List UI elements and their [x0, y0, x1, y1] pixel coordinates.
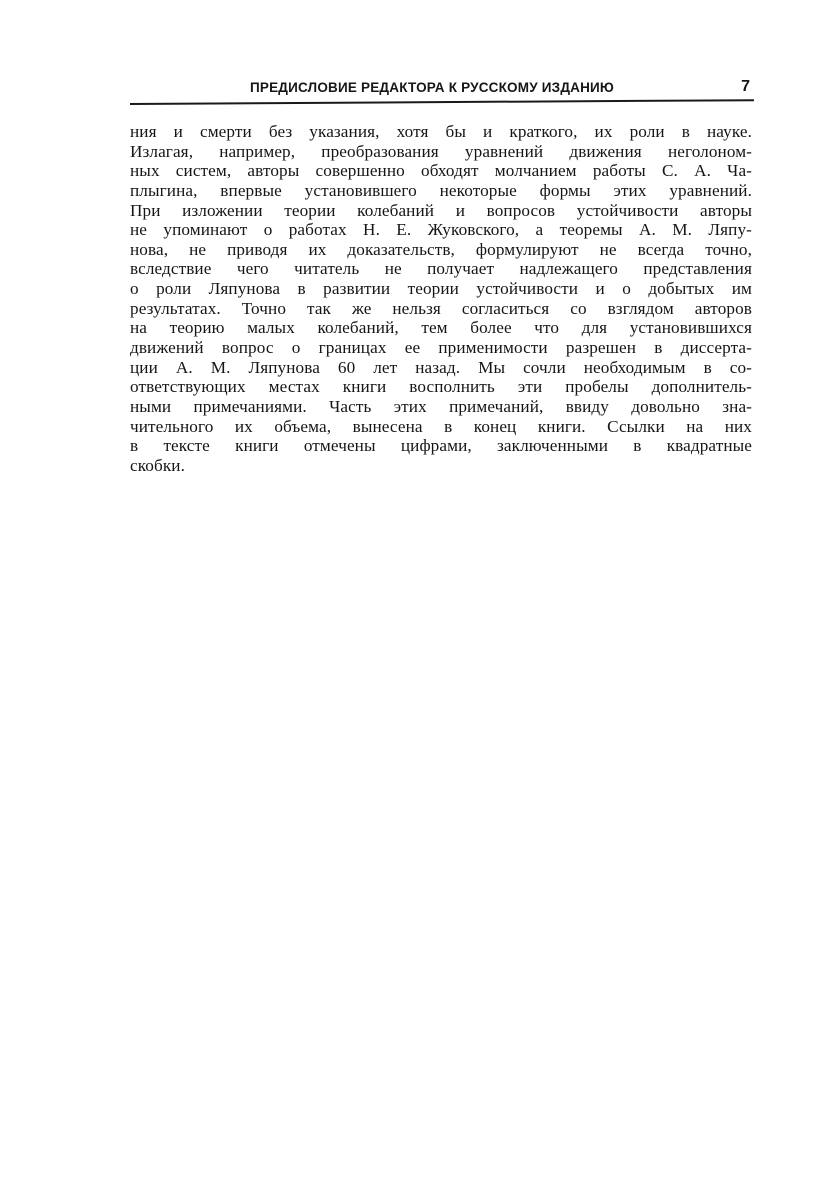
text-line: в тексте книги отмечены цифрами, заключенными в квадратные [130, 436, 752, 456]
text-line: движений вопрос о границах ее применимости разрешен в диссерта- [130, 338, 752, 358]
running-head [130, 78, 754, 102]
text-line: нова, не приводя их доказательств, формулируют не всегда точно, [130, 239, 752, 259]
text-line: ния и смерти без указания, хотя бы и краткого, их роли в науке. [130, 122, 752, 141]
text-line: не упоминают о работах Н. Е. Жуковского, а теоремы А. М. Ляпу- [130, 220, 752, 240]
text-line: о роли Ляпунова в развитии теории устойчивости и о добытых им [130, 279, 752, 299]
text-line: При изложении теории колебаний и вопросов устойчивости авторы [130, 200, 752, 220]
text-line: плыгина, впервые установившего некоторые формы этих уравнений. [130, 180, 752, 200]
text-line: на теорию малых колебаний, тем более что для установившихся [130, 318, 752, 338]
page-number: 7 [741, 78, 750, 95]
text-line: ответствующих местах книги восполнить эти пробелы дополнитель- [130, 377, 752, 397]
text-line: чительного их объема, вынесена в конец книги. Ссылки на них [130, 416, 752, 436]
text-line: результатах. Точно так же нельзя согласиться со взглядом авторов [130, 298, 752, 318]
text-line: ными примечаниями. Часть этих примечаний, ввиду довольно зна- [130, 396, 752, 416]
text-line: Излагая, например, преобразования уравнений движения неголоном- [130, 141, 752, 161]
running-title: ПРЕДИСЛОВИЕ РЕДАКТОРА К РУССКОМУ ИЗДАНИЮ [250, 80, 615, 95]
text-line: ных систем, авторы совершенно обходят молчанием работы С. А. Ча- [130, 161, 752, 181]
text-line: ции А. М. Ляпунова 60 лет назад. Мы сочли необходимым в со- [130, 357, 752, 377]
text-line: вследствие чего читатель не получает надлежащего представления [130, 259, 752, 279]
body-paragraph [130, 122, 752, 476]
text-line: скобки. [130, 455, 185, 475]
